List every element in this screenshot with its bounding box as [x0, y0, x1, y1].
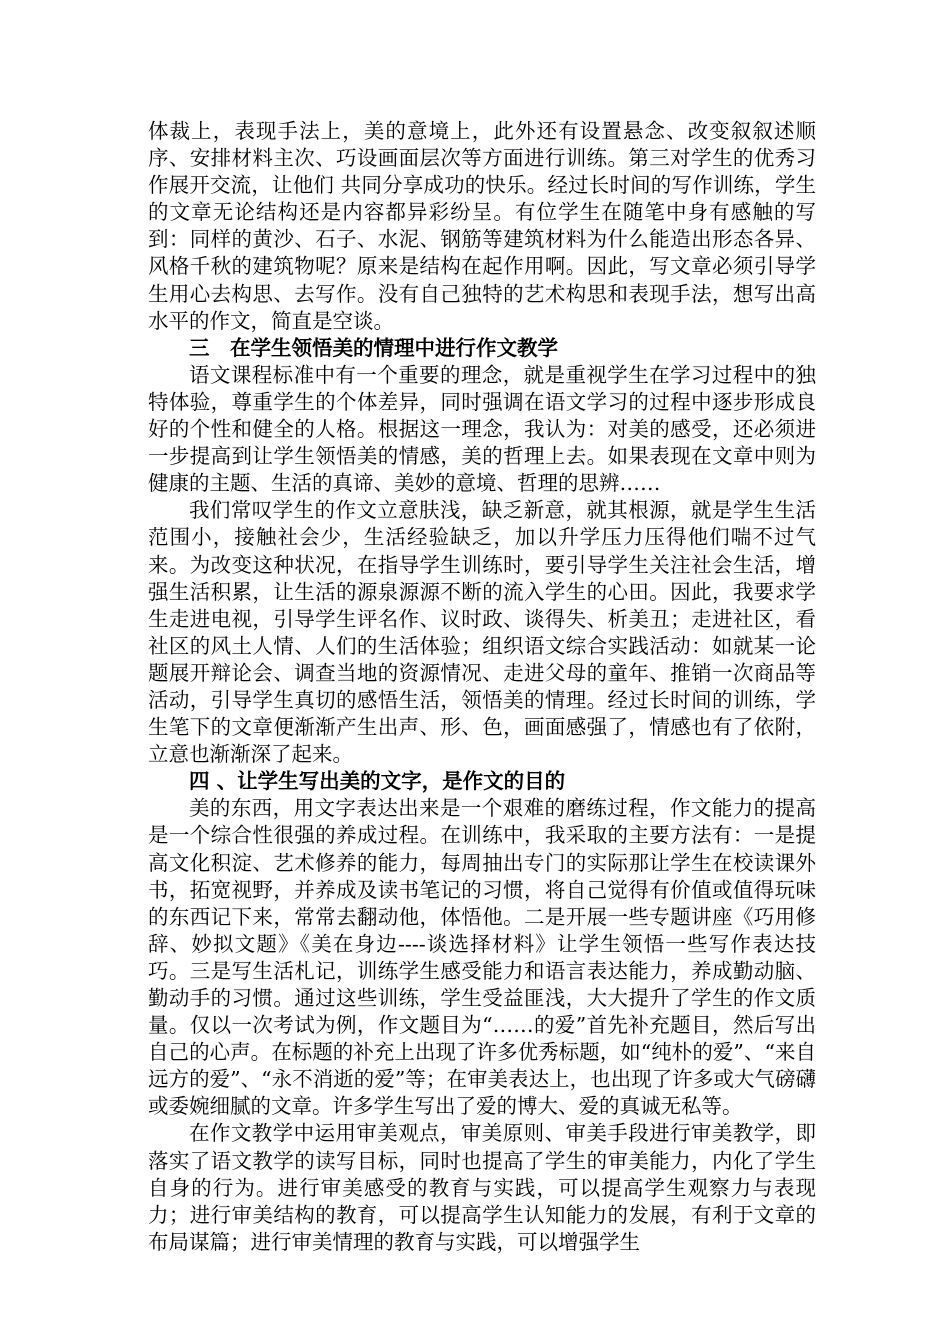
paragraph-aesthetic-teaching: 在作文教学中运用审美观点，审美原则、审美手段进行审美教学，即落实了语文教学的读写目标，同时也提高了学生的审美能力，内化了学生自身的行为。进行审美感受的教育与实践，可以提高学生观察力与表现力；进行审美结构的教育，可以提高学生认知能力的发展，有利于文章的布局谋篇；进行审美情理的教育与实践，可以增强学生 — [148, 1121, 816, 1254]
paragraph-writing-methods: 美的东西，用文字表达出来是一个艰难的磨练过程，作文能力的提高是一个综合性很强的养成过程。在训练中，我采取的主要方法有：一是提高文化积淀、艺术修养的能力，每周抽出专门的实际那让学生在校读课外书，拓宽视野，并养成及读书笔记的习惯，将自己觉得有价值或值得玩味的东西记下来，常常去翻动他，体悟他。二是开展一些专题讲座《巧用修辞、妙拟文题》《美在身边----谈选择材料》让学生领悟一些写作表达技巧。三是写生活札记，训练学生感受能力和语言表达能力，养成勤动脑、勤动手的习惯。通过这些训练，学生受益匪浅，大大提升了学生的作文质量。仅以一次考试为例，作文题目为“……的爱”首先补充题目，然后写出自己的心声。在标题的补充上出现了许多优秀标题，如“纯朴的爱”、“来自远方的爱”、“永不消逝的爱”等；在审美表达上，也出现了许多或大气磅礴或委婉细腻的文章。许多学生写出了爱的博大、爱的真诚无私等。 — [148, 796, 816, 1119]
paragraph-structure-training: 体裁上，表现手法上，美的意境上，此外还有设置悬念、改变叙叙述顺序、安排材料主次、巧设画面层次等方面进行训练。第三对学生的优秀习作展开交流，让他们 共同分享成功的快乐。经过长时间的写作训练，学生的文章无论结构还是内容都异彩纷呈。有位学生在随笔中身有感触的写到：同样的黄沙、石子、水泥、钢筋等建筑材料为什么能造出形态各异、风格千秋的建筑物呢？原来是结构在起作用啊。因此，写文章必须引导学生用心去构思、去写作。没有自己独特的艺术构思和表现手法，想写出高水平的作文，简直是空谈。 — [148, 119, 816, 333]
paragraph-curriculum-standard: 语文课程标准中有一个重要的理念，就是重视学生在学习过程中的独特体验，尊重学生的个体差异，同时强调在语文学习的过程中逐步形成良好的个性和健全的人格。根据这一理念，我认为：对美的感受，还必须进一步提高到让学生领悟美的情感，美的哲理上去。如果表现在文章中则为健康的主题、生活的真谛、美妙的意境、哲理的思辨…… — [148, 362, 816, 496]
section-heading-3: 三 在学生领悟美的情理中进行作文教学 — [189, 335, 558, 360]
document-page — [148, 118, 816, 1256]
section-heading-4: 四 、让学生写出美的文字，是作文的目的 — [189, 769, 566, 794]
paragraph-life-experience: 我们常叹学生的作文立意肤浅，缺乏新意，就其根源，就是学生生活范围小，接触社会少，生活经验缺乏，加以升学压力压得他们喘不过气来。为改变这种状况，在指导学生训练时，要引导学生关注社会生活，增强生活积累，让生活的源泉源源不断的流入学生的心田。因此，我要求学生走进电视，引导学生评名作、议时政、谈得失、析美丑；走进社区，看社区的风土人情、人们的生活体验；组织语文综合实践活动：如就某一论题展开辩论会、调查当地的资源情况、走进父母的童年、推销一次商品等活动，引导学生真切的感悟生活，领悟美的情理。经过长时间的训练，学生笔下的文章便渐渐产生出声、形、色，画面感强了，情感也有了依附，立意也渐渐深了起来。 — [148, 498, 816, 767]
